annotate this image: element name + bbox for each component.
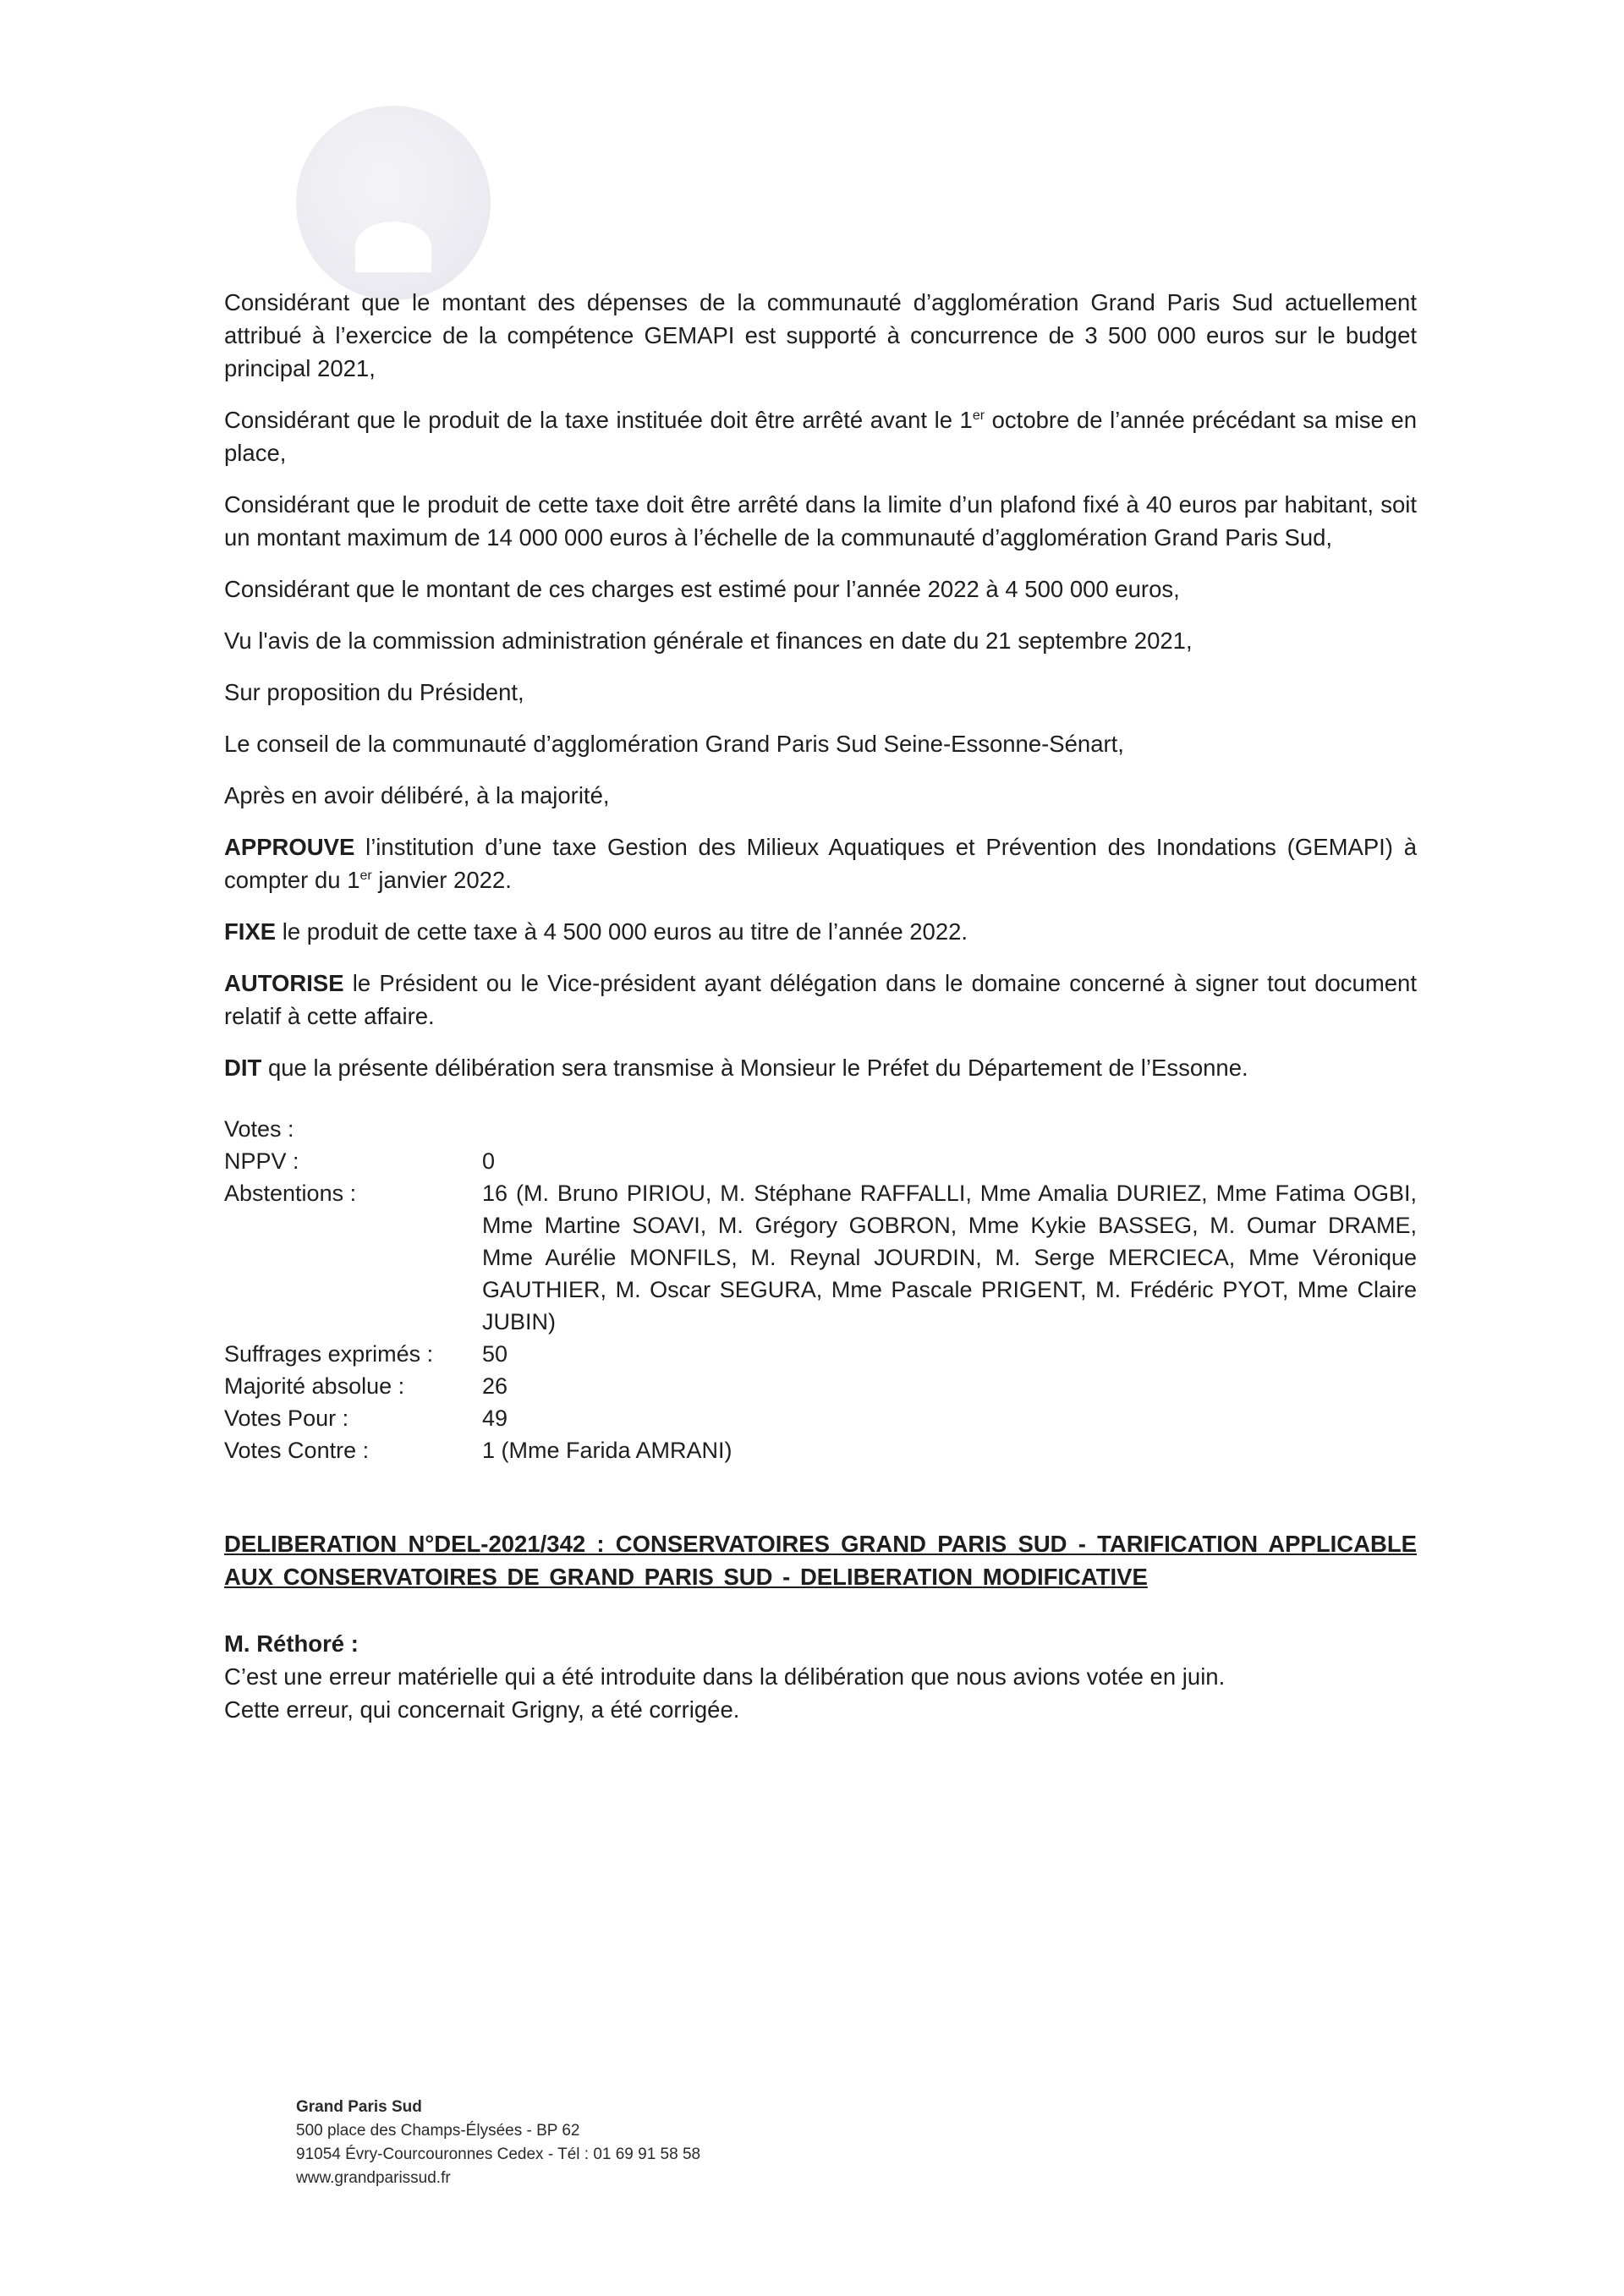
considerant-4: Considérant que le montant de ces charges est estimé pour l’année 2022 à 4 500 000 euros, <box>224 576 1180 602</box>
votes-row-pour <box>224 1402 1417 1434</box>
nppv-label: NPPV : <box>224 1148 299 1174</box>
votes-row-suffrages <box>224 1338 1417 1370</box>
proposition-president: Sur proposition du Président, <box>224 679 524 705</box>
considerant-1: Considérant que le montant des dépenses de la communauté d’agglomération Grand Paris Sud actuellement attribué à l’exercice de la compétence GEMAPI est supporté à concurrence de 3 500 000 euros sur le budget principal 2021, <box>224 289 1417 381</box>
autorise-keyword: AUTORISE <box>224 970 344 996</box>
footer <box>296 2096 700 2190</box>
fixe-text: le produit de cette taxe à 4 500 000 euros au titre de l’année 2022. <box>276 918 968 945</box>
footer-website: www.grandparissud.fr <box>296 2169 451 2187</box>
dit-keyword: DIT <box>224 1055 262 1081</box>
pour-label: Votes Pour : <box>224 1406 349 1431</box>
decision-dit <box>224 1051 1417 1084</box>
votes-table <box>224 1113 1417 1466</box>
pour-value: 49 <box>482 1406 508 1431</box>
nppv-value: 0 <box>482 1148 496 1174</box>
majorite-value: 26 <box>482 1373 508 1399</box>
deliberation-title: DELIBERATION N°DEL-2021/342 : CONSERVATOIRES GRAND PARIS SUD - TARIFICATION APPLICABLE AUX CONSERVATOIRES DE GRAND PARIS SUD - DELIBERATION MODIFICATIVE <box>224 1531 1417 1590</box>
decision-fixe <box>224 915 1417 948</box>
speech-line-2: Cette erreur, qui concernait Grigny, a été corrigée. <box>224 1696 740 1723</box>
majorite-label: Majorité absolue : <box>224 1373 405 1399</box>
approuve-sup: er <box>359 868 372 883</box>
votes-row-contre <box>224 1434 1417 1466</box>
autorise-text: le Président ou le Vice-président ayant délégation dans le domaine concerné à signer tout document relatif à cette affaire. <box>224 970 1417 1029</box>
contre-label: Votes Contre : <box>224 1438 370 1463</box>
votes-label: Votes : <box>224 1116 294 1142</box>
decision-autorise <box>224 967 1417 1033</box>
approuve-text-b: janvier 2022. <box>371 867 512 893</box>
speaker-name: M. Réthoré : <box>224 1630 359 1657</box>
approuve-keyword: APPROUVE <box>224 834 355 860</box>
considerant-2: Considérant que le produit de la taxe instituée doit être arrêté avant le 1er octobre de l’année précédant sa mise en place, <box>224 407 1417 466</box>
votes-row-majorite <box>224 1370 1417 1402</box>
suffrages-label: Suffrages exprimés : <box>224 1341 434 1367</box>
footer-address: 500 place des Champs-Élysées - BP 62 <box>296 2122 580 2140</box>
dit-text: que la présente délibération sera transmise à Monsieur le Préfet du Département de l’Essonne. <box>261 1055 1248 1081</box>
abstentions-label: Abstentions : <box>224 1181 357 1206</box>
suffrages-value: 50 <box>482 1341 508 1367</box>
fixe-keyword: FIXE <box>224 918 277 945</box>
contre-value: 1 (Mme Farida AMRANI) <box>482 1438 732 1463</box>
superscript-er: er <box>972 408 985 423</box>
abstentions-value: 16 (M. Bruno PIRIOU, M. Stéphane RAFFALLI, Mme Amalia DURIEZ, Mme Fatima OGBI, Mme Martine SOAVI, M. Grégory GOBRON, Mme Kykie BASSEG, M. Oumar DRAME, Mme Aurélie MONFILS, M. Reynal JOURDIN, M. Serge MERCIECA, Mme Véronique GAUTHIER, M. Oscar SEGURA, Mme Pascale PRIGENT, M. Frédéric PYOT, Mme Claire JUBIN) <box>482 1181 1417 1334</box>
conseil-statement: Le conseil de la communauté d’agglomération Grand Paris Sud Seine-Essonne-Sénart, <box>224 731 1124 757</box>
votes-row-header <box>224 1113 1417 1145</box>
footer-org: Grand Paris Sud <box>296 2098 422 2116</box>
decision-approuve <box>224 830 1417 896</box>
deliberation-statement: Après en avoir délibéré, à la majorité, <box>224 782 610 808</box>
votes-row-nppv <box>224 1145 1417 1177</box>
avis-commission: Vu l'avis de la commission administration générale et finances en date du 21 septembre 2021, <box>224 627 1193 654</box>
logo-notch <box>355 222 431 272</box>
footer-city-phone: 91054 Évry-Courcouronnes Cedex - Tél : 01 69 91 58 58 <box>296 2145 701 2163</box>
document-body <box>224 286 1417 1726</box>
considerant-3: Considérant que le produit de cette taxe doit être arrêté dans la limite d’un plafond fixé à 40 euros par habitant, soit un montant maximum de 14 000 000 euros à l’échelle de la communauté d’agglomération Grand Paris Sud, <box>224 491 1417 551</box>
approuve-text-a: l’institution d’une taxe Gestion des Milieux Aquatiques et Prévention des Inondations (GEMAPI) à compter du 1 <box>224 834 1417 893</box>
votes-row-abstentions <box>224 1177 1417 1338</box>
speech-line-1: C’est une erreur matérielle qui a été introduite dans la délibération que nous avions votée en juin. <box>224 1663 1226 1690</box>
